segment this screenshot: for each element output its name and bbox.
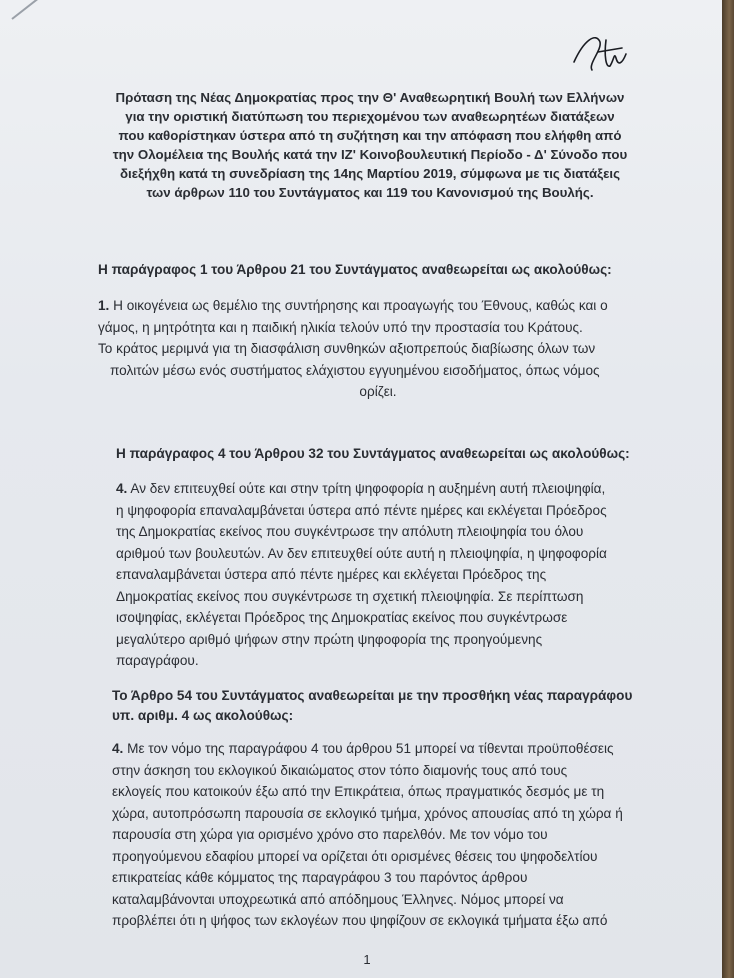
paragraph-line: Η οικογένεια ως θεμέλιο της συντήρησης και προαγωγής του Έθνους, καθώς και ο xyxy=(113,298,608,313)
page-number: 1 xyxy=(363,952,371,967)
paragraph-line: ορίζει. xyxy=(359,384,397,399)
pen-stroke-mark xyxy=(11,0,44,20)
intro-line: για την οριστική διατύπωση του περιεχομένου των αναθεωρητέων διατάξεων xyxy=(125,109,615,124)
paragraph-line: Δημοκρατίας εκείνος που συγκέντρωσε τη σχετική πλειοψηφία. Σε περίπτωση xyxy=(116,588,584,604)
section-heading-article-54 xyxy=(112,686,652,726)
paragraph-line: στην άσκηση του εκλογικού δικαιώματος στον τόπο διαμονής τους από τους xyxy=(112,762,568,778)
paragraph-line: η ψηφοφορία επαναλαμβάνεται ύστερα από πέντε ημέρες και εκλέγεται Πρόεδρος xyxy=(116,502,607,518)
intro-block xyxy=(90,88,650,202)
paragraph-line: παρουσία στη χώρα για ορισμένο χρόνο στο παρελθόν. Με τον νόμο του xyxy=(112,827,548,842)
paragraph-number: 4. xyxy=(112,741,124,756)
paragraph-line: αριθμού των βουλευτών. Αν δεν επιτευχθεί ούτε αυτή η πλειοψηφία, η ψηφοφορία xyxy=(116,545,607,561)
paragraph-line: επικρατείας κάθε κόμματος της παραγράφου 3 του παρόντος άρθρου xyxy=(112,870,528,885)
intro-line: διεξήχθη κατά τη συνεδρίαση της 14ης Μαρτίου 2019, σύμφωνα με τις διατάξεις xyxy=(119,166,621,181)
paragraph-line: παραγράφου. xyxy=(116,653,199,668)
intro-line: που καθορίστηκαν ύστερα από τη συζήτηση και την απόφαση που ελήφθη από xyxy=(118,128,622,143)
paragraph-line: επαναλαμβάνεται ύστερα από πέντε ημέρες και εκλέγεται Πρόεδρος της xyxy=(116,567,547,582)
intro-line: την Ολομέλεια της Βουλής κατά την ΙΖ' Κοινοβουλευτική Περίοδο - Δ' Σύνοδο που xyxy=(112,147,628,162)
paragraph-article-21 xyxy=(98,295,658,403)
paragraph-line: της Δημοκρατίας εκείνος που συγκέντρωσε την απόλυτη πλειοψηφία του όλου xyxy=(116,524,584,539)
intro-line: των άρθρων 110 του Συντάγματος και 119 του Κανονισμού της Βουλής. xyxy=(146,185,594,200)
paragraph-article-32 xyxy=(116,478,656,672)
paragraph-line: μεγαλύτερο αριθμό ψήφων στην πρώτη ψηφοφορία της προηγούμενης xyxy=(116,631,543,647)
paragraph-line: ισοψηφίας, εκλέγεται Πρόεδρος της Δημοκρατίας εκείνος που συγκέντρωσε xyxy=(116,610,568,625)
paragraph-line: προηγούμενου εδαφίου μπορεί να ορίζεται ότι ορισμένες θέσεις του ψηφοδελτίου xyxy=(112,848,598,864)
paragraph-line: Με τον νόμο της παραγράφου 4 του άρθρου 51 μπορεί να τίθενται προϋποθέσεις xyxy=(127,741,614,756)
paragraph-line: Αν δεν επιτευχθεί ούτε και στην τρίτη ψηφοφορία η αυξημένη αυτή πλειοψηφία, xyxy=(130,481,606,496)
paragraph-line: γάμος, η μητρότητα και η παιδική ηλικία τελούν υπό την προστασία του Κράτους. xyxy=(98,319,583,335)
paragraph-line: Το κράτος μεριμνά για τη διασφάλιση συνθηκών αξιοπρεπούς διαβίωσης όλων των xyxy=(98,341,596,356)
paragraph-article-54 xyxy=(112,738,660,932)
paragraph-line: χώρα, αυτοπρόσωπη παρουσία σε εκλογικό τμήμα, χρόνος απουσίας από τη χώρα ή xyxy=(112,805,623,821)
heading-line: υπ. αριθμ. 4 ως ακολούθως: xyxy=(112,708,294,723)
section-heading-article-32: Η παράγραφος 4 του Άρθρου 32 του Συντάγματος αναθεωρείται ως ακολούθως: xyxy=(116,446,630,461)
paragraph-line: προβλέπει ότι η ψήφος των εκλογέων που ψηφίζουν σε εκλογικά τμήματα έξω από xyxy=(112,913,608,928)
paragraph-line: πολιτών μέσω ενός συστήματος ελάχιστου εγγυημένου εισοδήματος, όπως νόμος xyxy=(110,362,600,378)
desk-edge xyxy=(722,0,734,978)
handwritten-signature xyxy=(570,30,630,78)
paragraph-number: 1. xyxy=(98,298,110,313)
section-heading-article-21: Η παράγραφος 1 του Άρθρου 21 του Συντάγματος αναθεωρείται ως ακολούθως: xyxy=(98,262,612,277)
heading-line: Το Άρθρο 54 του Συντάγματος αναθεωρείται με την προσθήκη νέας παραγράφου xyxy=(112,688,633,703)
intro-line: Πρόταση της Νέας Δημοκρατίας προς την Θ' Αναθεωρητική Βουλή των Ελλήνων xyxy=(115,90,625,105)
paragraph-line: καταλαμβάνονται υποχρεωτικά από απόδημους Έλληνες. Νόμος μπορεί να xyxy=(112,891,564,907)
paragraph-number: 4. xyxy=(116,481,128,496)
paragraph-line: εκλογείς που κατοικούν έξω από την Επικράτεια, όπως πραγματικός δεσμός με τη xyxy=(112,784,605,799)
